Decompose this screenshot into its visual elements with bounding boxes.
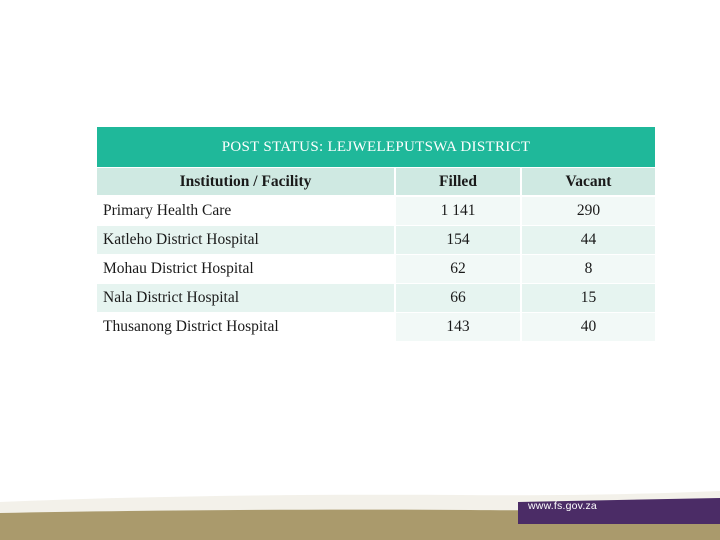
column-header-vacant: Vacant [521, 168, 655, 197]
filled-cell: 62 [395, 255, 521, 284]
facility-cell: Mohau District Hospital [97, 255, 395, 284]
vacant-cell: 40 [521, 313, 655, 342]
filled-cell: 1 141 [395, 196, 521, 226]
column-header-facility: Institution / Facility [97, 168, 395, 197]
facility-cell: Katleho District Hospital [97, 226, 395, 255]
website-url[interactable]: www.fs.gov.za [528, 500, 597, 512]
table-row [97, 313, 655, 342]
table-row [97, 196, 655, 226]
filled-cell: 154 [395, 226, 521, 255]
footer-band [0, 480, 720, 540]
table-row [97, 226, 655, 255]
column-header-filled: Filled [395, 168, 521, 197]
facility-cell: Nala District Hospital [97, 284, 395, 313]
post-status-table [97, 127, 655, 342]
facility-cell: Primary Health Care [97, 196, 395, 226]
table-row [97, 284, 655, 313]
table-row [97, 255, 655, 284]
vacant-cell: 15 [521, 284, 655, 313]
vacant-cell: 290 [521, 196, 655, 226]
filled-cell: 66 [395, 284, 521, 313]
filled-cell: 143 [395, 313, 521, 342]
table-title: POST STATUS: LEJWELEPUTSWA DISTRICT [97, 127, 655, 168]
facility-cell: Thusanong District Hospital [97, 313, 395, 342]
vacant-cell: 44 [521, 226, 655, 255]
vacant-cell: 8 [521, 255, 655, 284]
